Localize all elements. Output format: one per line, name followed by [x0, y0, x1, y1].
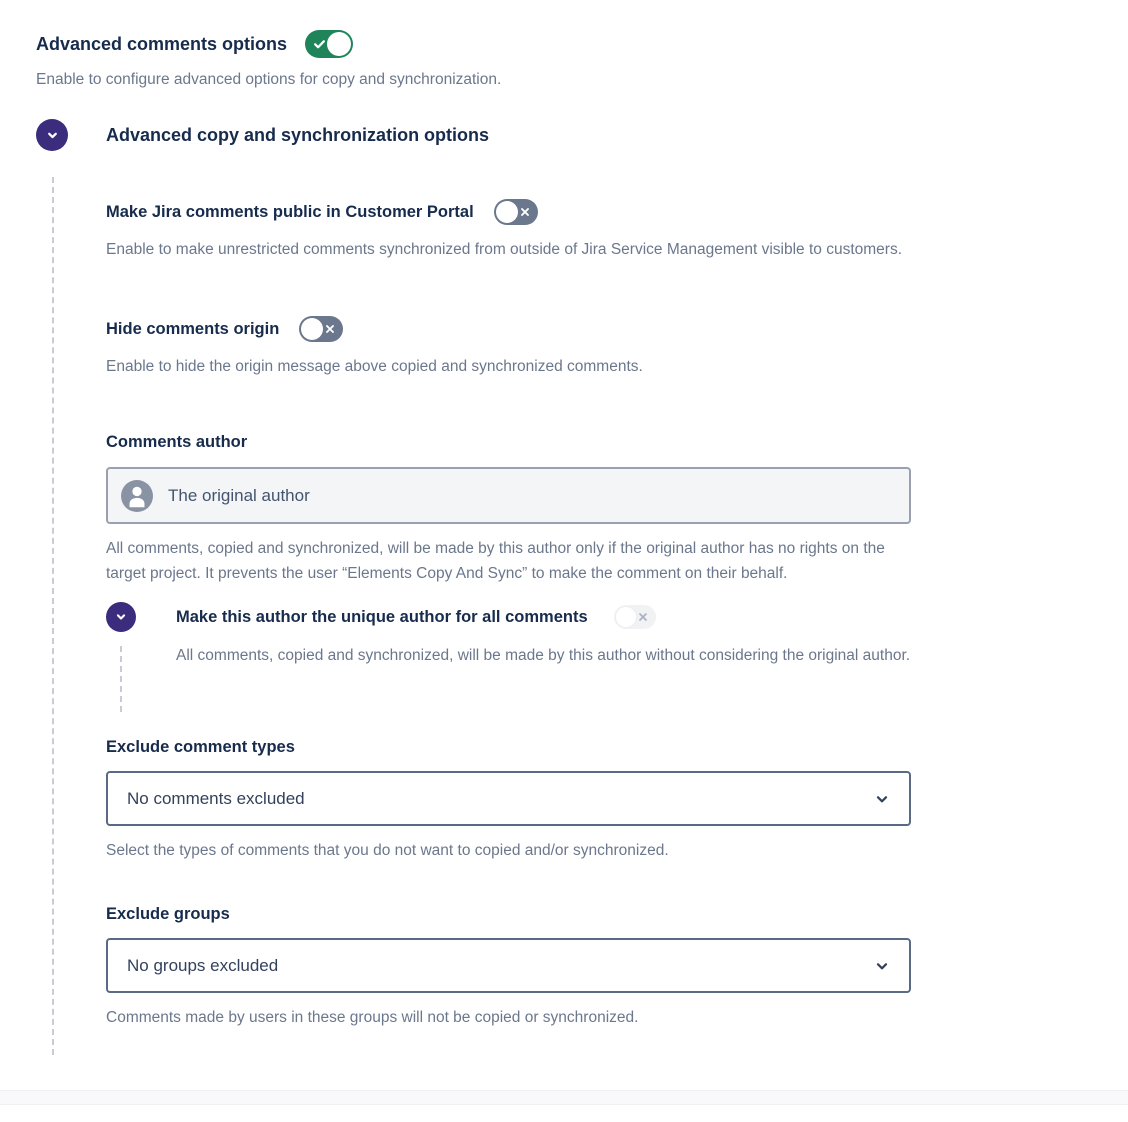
comments-author-field[interactable]	[106, 467, 911, 524]
toggle-knob	[496, 201, 518, 223]
advanced-comments-header	[36, 30, 1108, 58]
x-icon	[520, 207, 530, 217]
exclude-comment-types-description: Select the types of comments that you do not want to copied and/or synchronized.	[106, 842, 669, 859]
hide-origin-toggle[interactable]	[299, 316, 343, 342]
section-collapse-button[interactable]	[36, 119, 68, 151]
public-comments-label: Make Jira comments public in Customer Portal	[106, 202, 474, 221]
exclude-comment-types-value: No comments excluded	[127, 788, 305, 808]
nested-guide-line	[120, 646, 122, 712]
exclude-groups-description: Comments made by users in these groups will not be copied or synchronized.	[106, 1009, 639, 1026]
comments-author-label: Comments author	[106, 433, 248, 451]
hide-origin-description: Enable to hide the origin message above copied and synchronized comments.	[106, 358, 643, 375]
comments-author-description: All comments, copied and synchronized, will be made by this author only if the original author has no rights on the target project. It prevents the user “Elements Copy And Sync” to make the comment on their behalf.	[106, 540, 885, 582]
toggle-knob	[616, 607, 636, 627]
field-comments-author	[106, 433, 1108, 586]
chevron-down-icon	[114, 610, 128, 624]
toggle-knob	[301, 318, 323, 340]
unique-author-toggle[interactable]	[614, 605, 656, 629]
field-public-comments	[106, 199, 1108, 262]
exclude-comment-types-select[interactable]	[106, 771, 911, 826]
public-comments-description: Enable to make unrestricted comments synchronized from outside of Jira Service Management visible to customers.	[106, 241, 903, 258]
field-exclude-comment-types	[106, 738, 1108, 863]
public-comments-toggle[interactable]	[494, 199, 538, 225]
hide-origin-label: Hide comments origin	[106, 319, 280, 338]
section-content	[52, 177, 1108, 1055]
page-subtitle: Enable to configure advanced options for copy and synchronization.	[36, 71, 502, 88]
exclude-groups-value: No groups excluded	[127, 955, 279, 975]
unique-author-label: Make this author the unique author for all comments	[176, 607, 588, 626]
field-hide-origin	[106, 316, 1108, 379]
exclude-comment-types-label: Exclude comment types	[106, 738, 295, 756]
unique-author-collapse-button[interactable]	[106, 602, 136, 632]
exclude-groups-select[interactable]	[106, 938, 911, 993]
toggle-knob	[327, 32, 351, 56]
page-title: Advanced comments options	[36, 33, 288, 54]
chevron-down-icon	[874, 958, 890, 974]
advanced-comments-toggle[interactable]	[305, 30, 353, 58]
field-unique-author	[106, 602, 1108, 668]
check-icon	[313, 38, 326, 51]
chevron-down-icon	[45, 128, 60, 143]
chevron-down-icon	[874, 791, 890, 807]
exclude-groups-label: Exclude groups	[106, 905, 230, 923]
x-icon	[638, 612, 648, 622]
unique-author-description: All comments, copied and synchronized, will be made by this author without considering the original author.	[176, 647, 911, 664]
advanced-options-section-header	[36, 119, 1108, 151]
field-exclude-groups	[106, 905, 1108, 1030]
x-icon	[325, 324, 335, 334]
comments-author-value: The original author	[168, 485, 310, 505]
bottom-divider	[0, 1090, 1128, 1105]
section-title: Advanced copy and synchronization options	[106, 124, 490, 145]
person-icon	[121, 480, 153, 512]
